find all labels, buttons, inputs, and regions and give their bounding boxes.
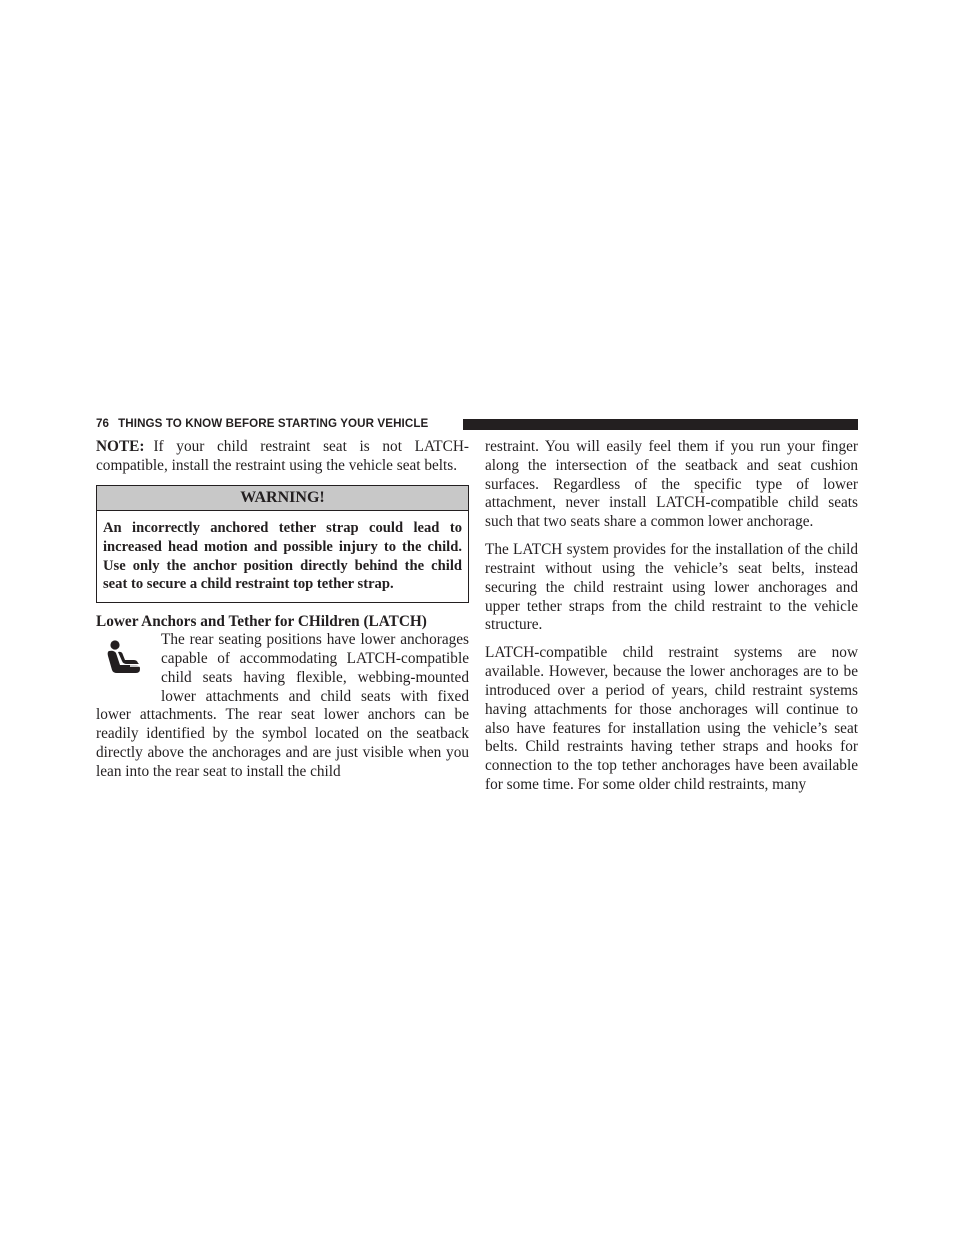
right-paragraph-3: LATCH-compatible child restraint systems are now available. However, because the lower anchorages are to be introduced over a period of years, child restraint systems having attachments for those anchorages will continue to also have features for installation using the vehicle’s seat belts. Child restraints having tether straps and hooks for connection to the top tether anchorages have been available for some time. For some older child restraints, many	[485, 644, 858, 793]
warning-box	[96, 485, 469, 603]
note-text: If your child restraint seat is not LATCH-compatible, install the restraint using the vehicle seat belts.	[96, 438, 469, 474]
right-column	[485, 438, 858, 795]
left-column	[96, 438, 469, 782]
latch-paragraph	[96, 631, 469, 781]
page-number: 76	[96, 417, 110, 430]
header-text	[96, 417, 428, 430]
section-heading: Lower Anchors and Tether for CHildren (LATCH)	[96, 613, 427, 631]
note-label: NOTE:	[96, 438, 145, 455]
right-paragraph-1: restraint. You will easily feel them if you run your finger along the intersection of the seatback and seat cushion surfaces. Regardless of the specific type of lower attachment, never install LATCH-compatible child seats such that two seats share a common lower anchorage.	[485, 438, 858, 531]
note-paragraph	[96, 438, 469, 476]
warning-title: WARNING!	[97, 486, 468, 511]
running-header	[96, 416, 858, 434]
latch-body-text: The rear seating positions have lower anchorages capable of accommodating LATCH-compatible child seats having flexible, webbing-mounted lower attachments and child seats with fixed lower attachments. The rear seat lower anchors can be readily identified by the symbol located on the seatback directly above the anchorages and are just visible when you lean into the rear seat to install the child	[96, 631, 469, 780]
child-seat-anchor-icon	[96, 633, 153, 689]
header-rule	[463, 419, 858, 430]
section-title: THINGS TO KNOW BEFORE STARTING YOUR VEHICLE	[118, 417, 429, 430]
warning-body: An incorrectly anchored tether strap could lead to increased head motion and possible injury to the child. Use only the anchor position directly behind the child seat to secure a child restraint top tether strap.	[103, 520, 462, 593]
right-paragraph-2: The LATCH system provides for the installation of the child restraint without using the vehicle’s seat belts, instead securing the child restraint using lower anchorages and upper tether straps from the child restraint to the vehicle structure.	[485, 541, 858, 634]
